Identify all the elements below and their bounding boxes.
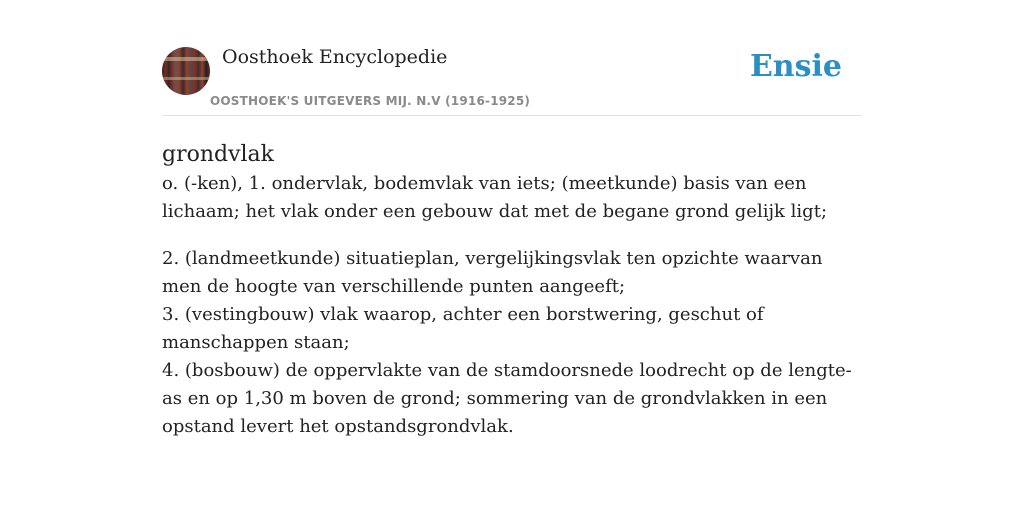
entry-card xyxy=(162,40,862,441)
book-spines-icon[interactable] xyxy=(162,47,210,95)
definition-group xyxy=(162,245,862,441)
site-title[interactable]: Oosthoek Encyclopedie xyxy=(222,46,448,68)
definition-2: 2. (landmeetkunde) situatieplan, vergelijkingsvlak ten opzichte waarvan men de hoogte van verschillende punten aangeeft; xyxy=(162,248,823,297)
ensie-logo-link[interactable]: Ensie xyxy=(749,49,842,84)
header xyxy=(162,40,862,116)
definition-4: 4. (bosbouw) de oppervlakte van de stamdoorsnede loodrecht op de lengte-as en op 1,30 m boven de grond; sommering van de grondvlakken in een opstand levert het opstandsgrondvlak. xyxy=(162,360,852,437)
publisher-subtitle: OOSTHOEK'S UITGEVERS MIJ. N.V (1916-1925) xyxy=(210,94,531,108)
headword: grondvlak xyxy=(162,142,275,167)
definition-1: o. (-ken), 1. ondervlak, bodemvlak van iets; (meetkunde) basis van een lichaam; het vlak onder een gebouw dat met de begane grond gelijk ligt; xyxy=(162,173,828,222)
entry-text xyxy=(162,170,862,441)
definition-3: 3. (vestingbouw) vlak waarop, achter een borstwering, geschut of manschappen staan; xyxy=(162,304,764,353)
